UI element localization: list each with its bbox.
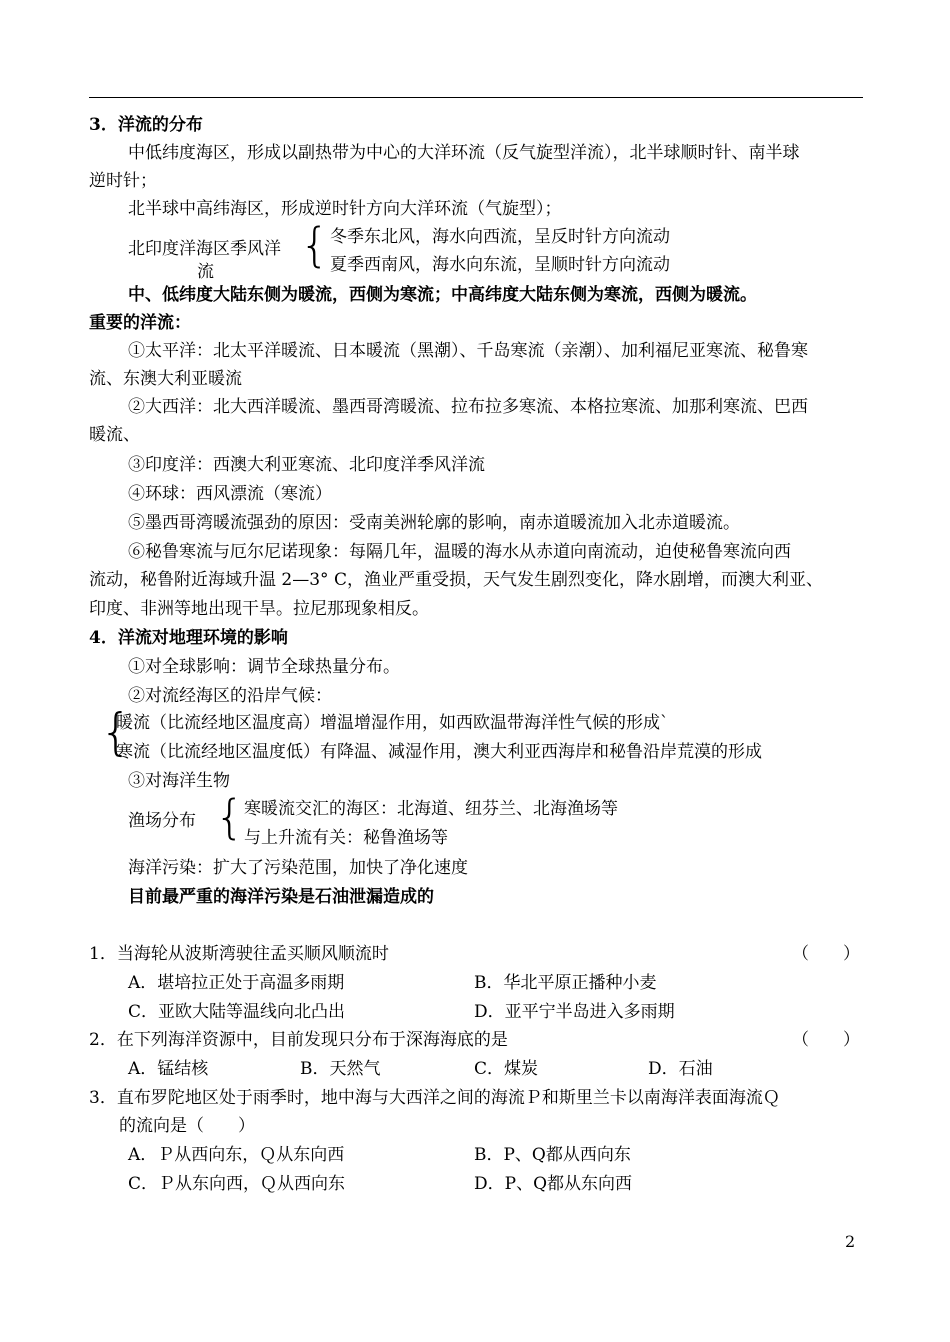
section-4-heading: 4．洋流对地理环境的影响 bbox=[89, 628, 288, 648]
question-1-option-a: A．堪培拉正处于高温多雨期 bbox=[128, 973, 345, 993]
paragraph-low-latitude: 中低纬度海区，形成以副热带为中心的大洋环流（反气旋型洋流），北半球顺时针、南半球 bbox=[128, 143, 800, 163]
left-brace-icon: { bbox=[215, 790, 245, 844]
el-nino-cont-2: 印度、非洲等地出现干旱。拉尼那现象相反。 bbox=[89, 599, 429, 619]
left-brace-icon: { bbox=[300, 218, 330, 272]
question-1-stem: 1．当海轮从波斯湾驶往孟买顺风顺流时 bbox=[89, 944, 389, 964]
fishery-label: 渔场分布 bbox=[128, 811, 196, 831]
monsoon-winter: 冬季东北风，海水向西流，呈反时针方向流动 bbox=[330, 227, 670, 247]
pacific-currents-cont: 流、东澳大利亚暖流 bbox=[89, 369, 242, 389]
question-2-option-b: B．天然气 bbox=[300, 1059, 381, 1079]
monsoon-label: 北印度洋海区季风洋 bbox=[128, 239, 281, 259]
oil-spill-note: 目前最严重的海洋污染是石油泄漏造成的 bbox=[128, 887, 434, 907]
paragraph-high-latitude: 北半球中高纬海区，形成逆时针方向大洋环流（气旋型）； bbox=[128, 199, 562, 219]
marine-life: ③对海洋生物 bbox=[128, 771, 230, 791]
fishery-upwelling: 与上升流有关：秘鲁渔场等 bbox=[244, 828, 448, 848]
question-3-stem-cont: 的流向是（ ） bbox=[119, 1116, 255, 1136]
paragraph-low-latitude-cont: 逆时针； bbox=[89, 171, 157, 191]
answer-blank: （ ） bbox=[792, 1030, 860, 1050]
question-2-option-a: A．锰结核 bbox=[128, 1059, 209, 1079]
ocean-pollution: 海洋污染：扩大了污染范围，加快了净化速度 bbox=[128, 858, 468, 878]
cold-current-effect: 寒流（比流经地区温度低）有降温、减湿作用，澳大利亚西海岸和秘鲁沿岸荒漠的形成 bbox=[116, 742, 762, 762]
el-nino-cont-1: 流动，秘鲁附近海域升温 2—3° C，渔业严重受损，天气发生剧烈变化，降水剧增，而澳大利亚、 bbox=[89, 570, 823, 590]
question-2-option-d: D．石油 bbox=[648, 1059, 713, 1079]
question-1-option-b: B．华北平原正播种小麦 bbox=[474, 973, 657, 993]
left-brace-icon: { bbox=[100, 703, 132, 761]
answer-blank: （ ） bbox=[792, 944, 860, 964]
indian-currents: ③印度洋：西澳大利亚寒流、北印度洋季风洋流 bbox=[128, 455, 485, 475]
question-1-option-d: D．亚平宁半岛进入多雨期 bbox=[474, 1002, 675, 1022]
monsoon-summer: 夏季西南风，海水向东流，呈顺时针方向流动 bbox=[330, 255, 670, 275]
atlantic-currents: ②大西洋：北大西洋暖流、墨西哥湾暖流、拉布拉多寒流、本格拉寒流、加那利寒流、巴西 bbox=[128, 397, 808, 417]
atlantic-currents-cont: 暖流、 bbox=[89, 425, 140, 445]
question-3-option-d: D．P、Q都从东向西 bbox=[474, 1174, 633, 1194]
global-impact: ①对全球影响：调节全球热量分布。 bbox=[128, 657, 400, 677]
page-number: 2 bbox=[845, 1232, 856, 1251]
question-3-stem: 3．直布罗陀地区处于雨季时，地中海与大西洋之间的海流Ｐ和斯里兰卡以南海洋表面海流Ｑ bbox=[89, 1088, 780, 1108]
global-current: ④环球：西风漂流（寒流） bbox=[128, 484, 332, 504]
important-currents-title: 重要的洋流： bbox=[89, 313, 191, 333]
pacific-currents: ①太平洋：北太平洋暖流、日本暖流（黑潮）、千岛寒流（亲潮）、加利福尼亚寒流、秘鲁寒 bbox=[128, 341, 808, 361]
question-1-option-c: C．亚欧大陆等温线向北凸出 bbox=[128, 1002, 346, 1022]
gulf-stream-reason: ⑤墨西哥湾暖流强劲的原因：受南美洲轮廓的影响，南赤道暖流加入北赤道暖流。 bbox=[128, 513, 740, 533]
section-3-heading: 3．洋流的分布 bbox=[89, 115, 203, 135]
question-2-option-c: C．煤炭 bbox=[474, 1059, 539, 1079]
question-3-option-a: A．Ｐ从西向东，Ｑ从东向西 bbox=[128, 1145, 345, 1165]
question-2-stem: 2．在下列海洋资源中，目前发现只分布于深海海底的是 bbox=[89, 1030, 508, 1050]
current-rule-bold: 中、低纬度大陆东侧为暖流，西侧为寒流；中高纬度大陆东侧为寒流，西侧为暖流。 bbox=[128, 285, 757, 305]
header-rule bbox=[89, 97, 863, 98]
question-3-option-b: B．P、Q都从西向东 bbox=[474, 1145, 631, 1165]
el-nino: ⑥秘鲁寒流与厄尔尼诺现象：每隔几年，温暖的海水从赤道向南流动，迫使秘鲁寒流向西 bbox=[128, 542, 791, 562]
coastal-climate: ②对流经海区的沿岸气候： bbox=[128, 686, 332, 706]
fishery-confluence: 寒暖流交汇的海区：北海道、纽芬兰、北海渔场等 bbox=[244, 799, 618, 819]
monsoon-label-cont: 流 bbox=[197, 262, 214, 282]
question-3-option-c: C．Ｐ从东向西，Ｑ从西向东 bbox=[128, 1174, 346, 1194]
warm-current-effect: 暖流（比流经地区温度高）增温增湿作用，如西欧温带海洋性气候的形成` bbox=[116, 713, 669, 733]
